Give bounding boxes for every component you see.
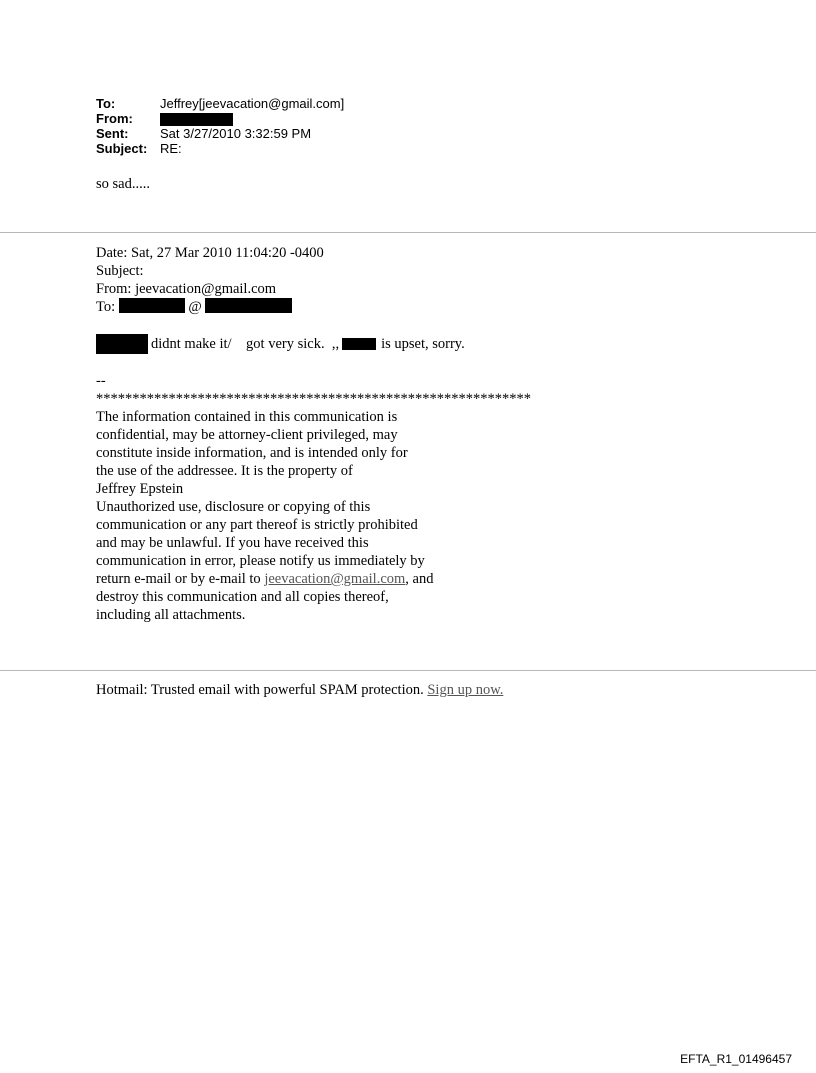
quoted-to-at: @	[188, 299, 202, 315]
sent-label: Sent:	[96, 126, 129, 141]
divider-rule	[0, 670, 816, 671]
redaction-box	[342, 338, 376, 350]
disclaimer-line: Jeffrey Epstein	[96, 481, 184, 497]
return-prefix: return e-mail or by e-mail to	[96, 571, 265, 587]
signature-dashes: --	[96, 373, 106, 389]
signature-block	[96, 372, 531, 624]
subject-label: Subject:	[96, 141, 148, 156]
sent-value: Sat 3/27/2010 3:32:59 PM	[160, 126, 312, 141]
disclaimer-line: communication in error, please notify us immediately by	[96, 553, 425, 569]
disclaimer-line: and may be unlawful. If you have received this	[96, 535, 369, 551]
disclaimer-line: destroy this communication and all copies thereof,	[96, 589, 389, 605]
sign-up-link[interactable]: Sign up now.	[427, 682, 504, 698]
disclaimer-line: communication or any part thereof is strictly prohibited	[96, 517, 418, 533]
email-header	[96, 96, 344, 156]
quoted-header	[96, 244, 324, 316]
message-part2: is upset, sorry.	[381, 336, 465, 352]
message-part1: didnt make it/ got very sick. ,,	[151, 336, 340, 352]
quoted-to-label: To:	[96, 299, 116, 315]
header-to-row	[96, 96, 344, 111]
message-line	[96, 334, 465, 354]
disclaimer-line: Unauthorized use, disclosure or copying of this	[96, 499, 371, 515]
redaction-box	[96, 334, 148, 354]
email-link[interactable]: jeevacation@gmail.com	[264, 571, 406, 587]
header-sent-row	[96, 126, 344, 141]
return-suffix: , and	[405, 571, 434, 587]
ad-text: Hotmail: Trusted email with powerful SPAM protection.	[96, 682, 428, 698]
disclaimer-line-return	[96, 570, 531, 588]
redaction-box	[205, 298, 292, 313]
disclaimer-line: including all attachments.	[96, 607, 246, 623]
redaction-box	[119, 298, 185, 313]
to-label: To:	[96, 96, 116, 111]
reply-body: so sad.....	[96, 176, 150, 192]
from-label: From:	[96, 111, 133, 126]
signature-stars: ************************************************************	[96, 391, 531, 407]
redaction-box	[160, 113, 233, 126]
quoted-to	[96, 298, 324, 316]
quoted-subject: Subject:	[96, 263, 144, 279]
quoted-from: From: jeevacation@gmail.com	[96, 281, 277, 297]
header-subject-row	[96, 141, 344, 156]
subject-value: RE:	[160, 141, 182, 156]
disclaimer-line: the use of the addressee. It is the property of	[96, 463, 353, 479]
from-value	[160, 111, 233, 126]
quoted-date: Date: Sat, 27 Mar 2010 11:04:20 -0400	[96, 245, 324, 261]
disclaimer-line: confidential, may be attorney-client privileged, may	[96, 427, 398, 443]
header-from-row	[96, 111, 344, 126]
hotmail-ad	[96, 681, 503, 699]
to-value: Jeffrey[jeevacation@gmail.com]	[160, 96, 345, 111]
document-id: EFTA_R1_01496457	[680, 1052, 792, 1066]
disclaimer-line: The information contained in this communication is	[96, 409, 398, 425]
disclaimer-line: constitute inside information, and is intended only for	[96, 445, 408, 461]
divider-rule	[0, 232, 816, 233]
